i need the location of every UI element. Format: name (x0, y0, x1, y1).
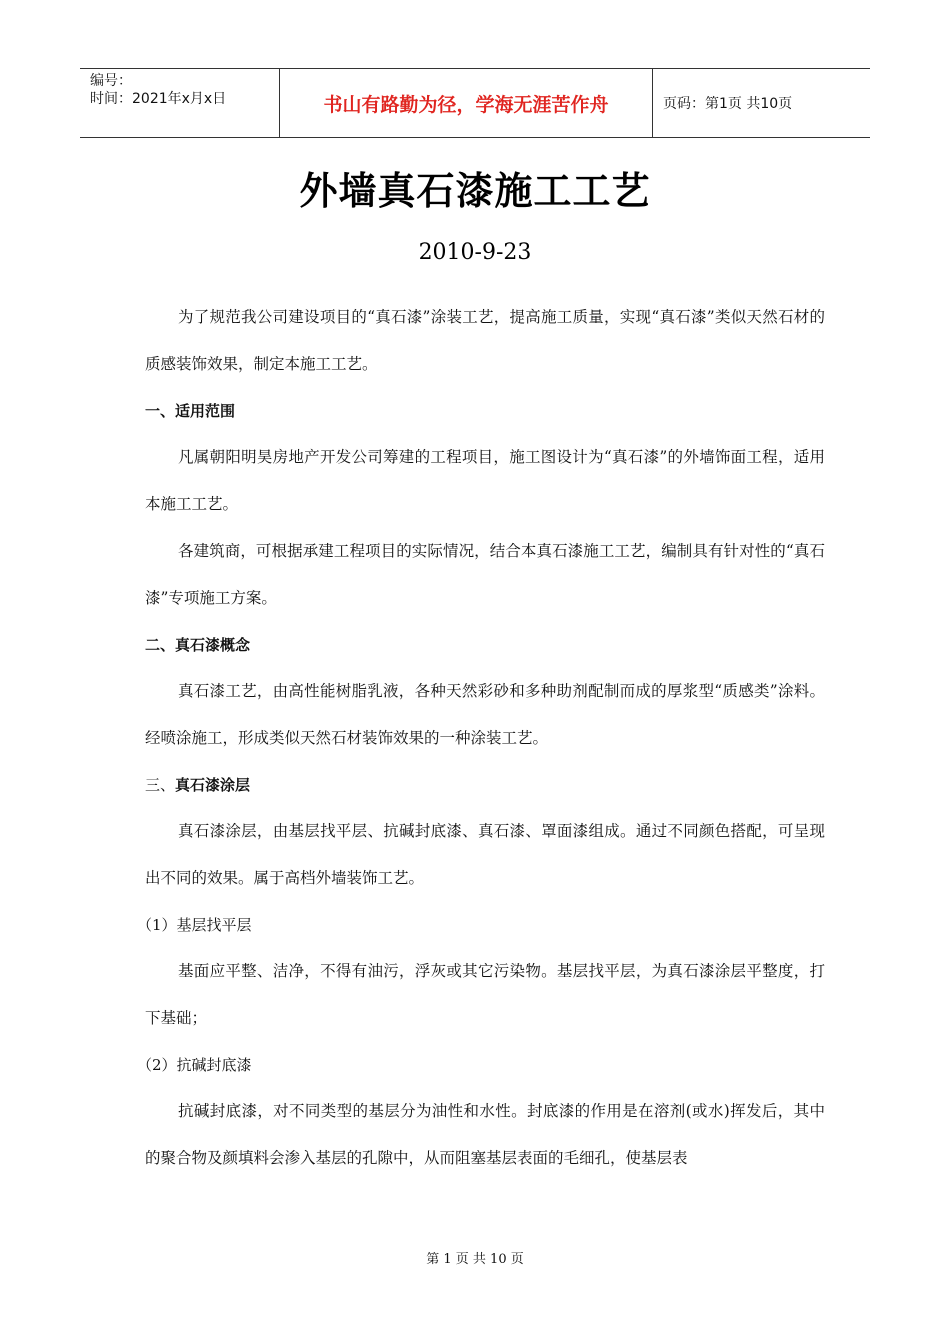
base-layer-paragraph: 基面应平整、洁净，不得有油污，浮灰或其它污染物。基层找平层，为真石漆涂层平整度，打下基础； (145, 962, 825, 1027)
coating-paragraph: 真石漆涂层，由基层找平层、抗碱封底漆、真石漆、罩面漆组成。通过不同颜色搭配，可呈现出不同的效果。属于高档外墙装饰工艺。 (145, 822, 825, 887)
subheading-base-layer: （1）基层找平层 (137, 916, 252, 934)
page-footer: 第 1 页 共 10 页 (426, 1252, 524, 1267)
subheading-primer: （2）抗碱封底漆 (137, 1056, 252, 1074)
section-heading-scope: 一、适用范围 (145, 402, 236, 420)
intro-paragraph: 为了规范我公司建设项目的“真石漆”涂装工艺，提高施工质量，实现“真石漆”类似天然石材的质感装饰效果，制定本施工工艺。 (145, 308, 825, 373)
document-header (80, 68, 870, 138)
header-motto: 书山有路勤为径，学海无涯苦作舟 (280, 69, 653, 137)
document-body (137, 294, 825, 1182)
header-time-label: 时间：2021年x月x日 (90, 91, 227, 107)
scope-paragraph-2: 各建筑商，可根据承建工程项目的实际情况，结合本真石漆施工工艺，编制具有针对性的“真石漆”专项施工方案。 (145, 542, 825, 607)
header-page-info: 页码：第1页 共10页 (663, 96, 793, 112)
header-meta-cell (80, 69, 280, 137)
document-date: 2010-9-23 (418, 240, 532, 265)
header-number-label: 编号： (90, 73, 132, 89)
section-heading-text: 真石漆涂层 (175, 776, 251, 794)
concept-paragraph: 真石漆工艺，由高性能树脂乳液，各种天然彩砂和多种助剂配制而成的厚浆型“质感类”涂料。经喷涂施工，形成类似天然石材装饰效果的一种涂装工艺。 (145, 682, 825, 747)
section-heading-number: 三、 (145, 776, 176, 794)
primer-paragraph: 抗碱封底漆，对不同类型的基层分为油性和水性。封底漆的作用是在溶剂(或水)挥发后，其中的聚合物及颜填料会渗入基层的孔隙中，从而阻塞基层表面的毛细孔，使基层表 (145, 1102, 825, 1167)
document-title: 外墙真石漆施工工艺 (299, 168, 651, 213)
scope-paragraph-1: 凡属朝阳明昊房地产开发公司筹建的工程项目，施工图设计为“真石漆”的外墙饰面工程，适用本施工工艺。 (145, 448, 825, 513)
section-heading-concept: 二、真石漆概念 (145, 636, 251, 654)
section-heading-coating (145, 762, 825, 808)
